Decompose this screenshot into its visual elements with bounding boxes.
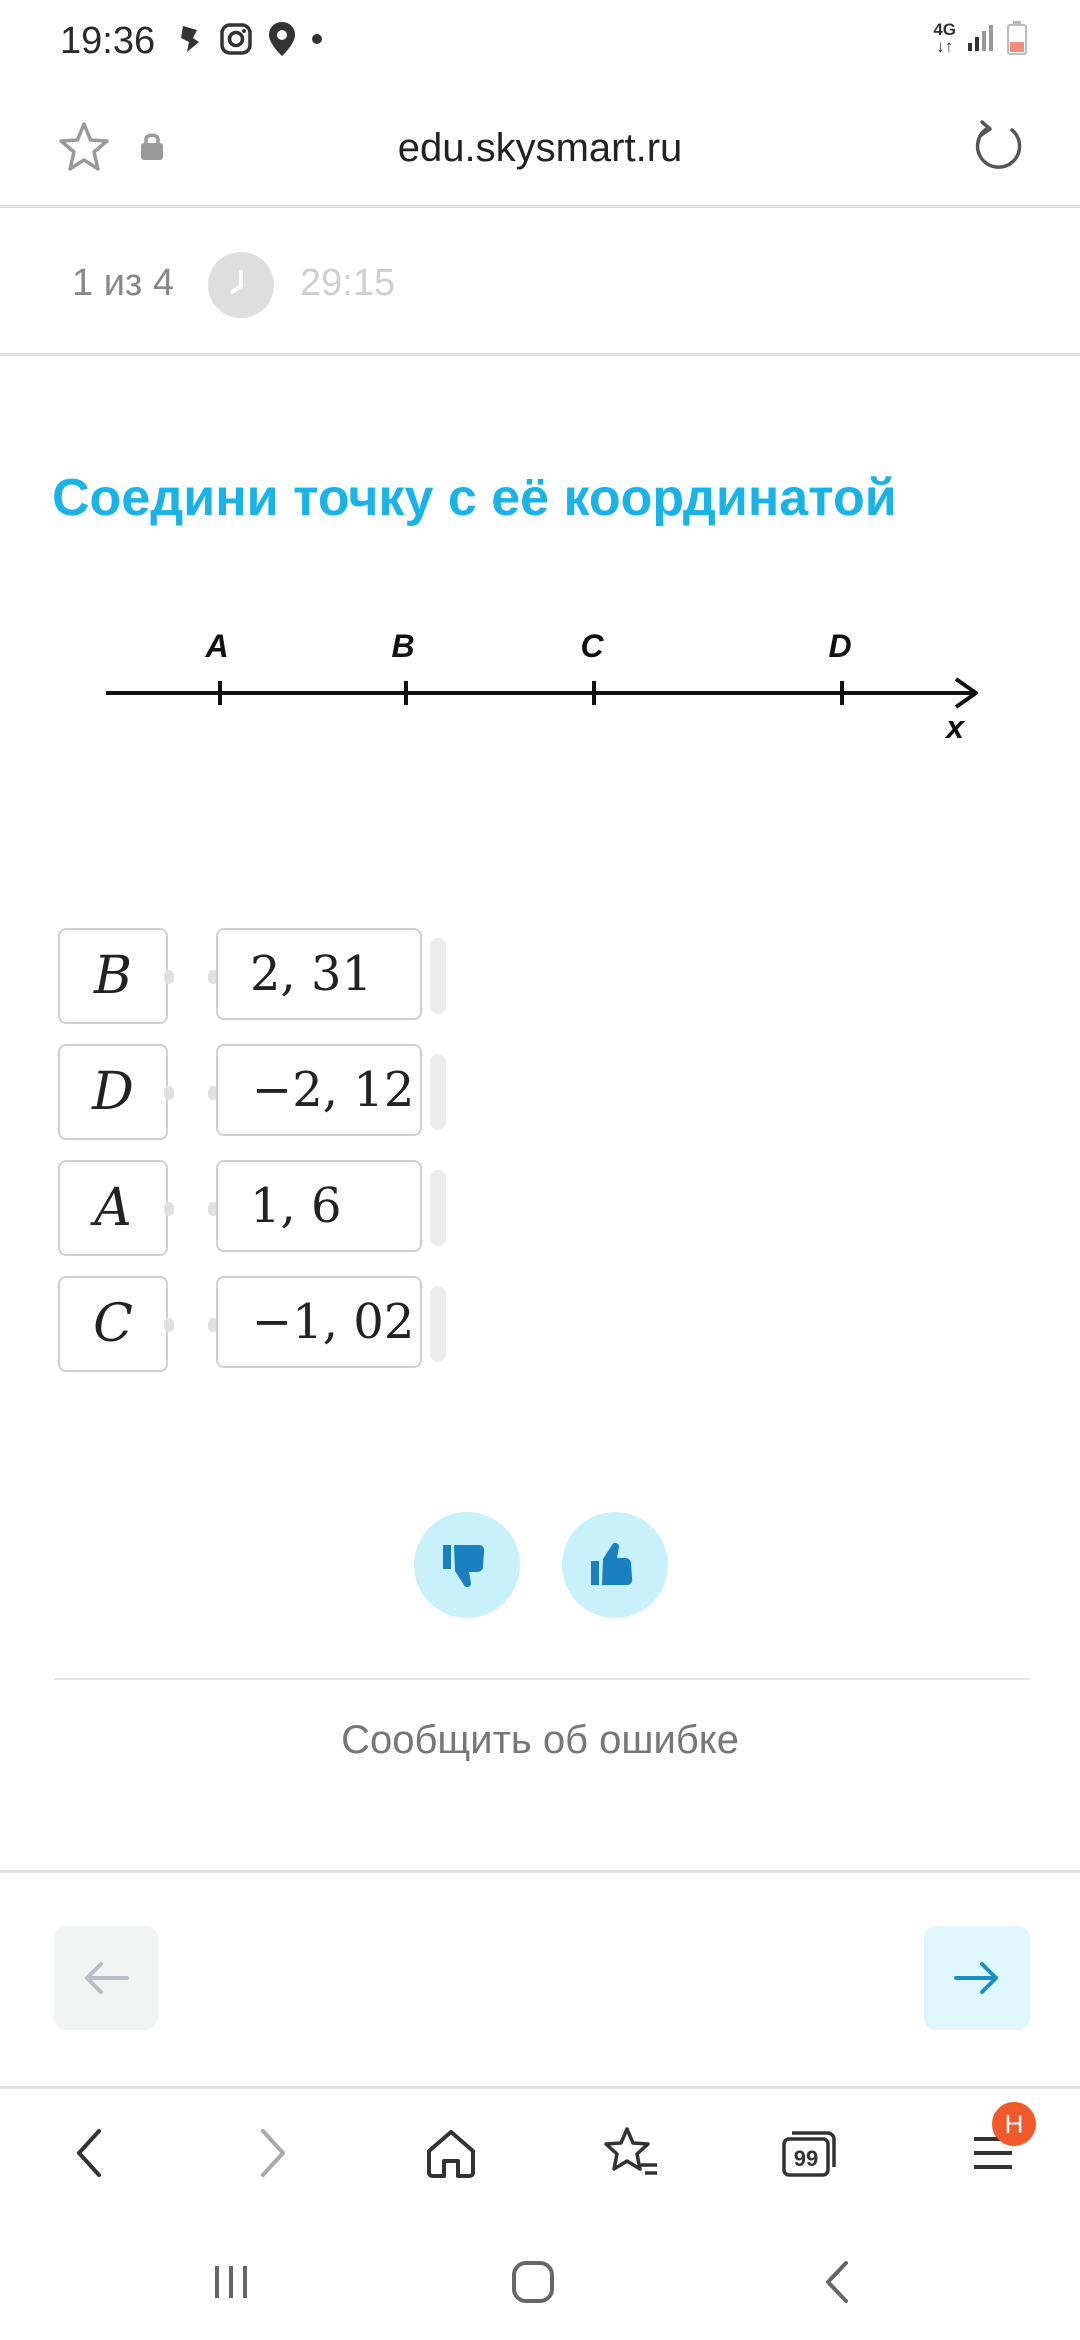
thumbs-down-icon — [439, 1537, 495, 1593]
status-bar — [0, 0, 1080, 84]
point-label-c: C — [580, 628, 604, 664]
bookmarks-icon — [601, 2125, 661, 2181]
match-row — [58, 1160, 458, 1260]
point-card[interactable]: D — [58, 1044, 168, 1140]
divider — [0, 1870, 1080, 1873]
location-icon — [267, 20, 297, 58]
bookmarks-button[interactable] — [596, 2118, 666, 2188]
prev-button[interactable] — [54, 1926, 158, 2030]
next-button[interactable] — [924, 1926, 1030, 2030]
thumbs-up-icon — [587, 1537, 643, 1593]
coordinate-card[interactable]: −1, 02 — [216, 1276, 422, 1368]
drag-handle[interactable] — [430, 1286, 446, 1362]
signal-icon — [966, 23, 996, 53]
connector-dot[interactable] — [164, 1202, 174, 1216]
network-type: 4G — [933, 20, 956, 39]
home-button[interactable] — [416, 2118, 486, 2188]
status-time: 19:36 — [60, 20, 156, 62]
point-label-d: D — [828, 628, 852, 664]
forward-icon — [253, 2125, 293, 2181]
task-counter: 1 из 4 — [72, 262, 175, 304]
data-arrows-icon: ↓↑ — [936, 37, 954, 56]
dislike-button[interactable] — [414, 1512, 520, 1618]
connector-dot[interactable] — [164, 1086, 174, 1100]
dot-icon — [311, 33, 323, 45]
coordinate-card[interactable]: −2, 12 — [216, 1044, 422, 1136]
task-title: Соедини точку с её координатой — [52, 469, 897, 527]
back-nav-icon — [820, 2257, 854, 2307]
system-status-icons — [933, 20, 1028, 56]
forward-button[interactable] — [238, 2118, 308, 2188]
home-nav-button[interactable] — [498, 2252, 568, 2312]
home-square-icon — [508, 2257, 558, 2307]
divider — [54, 1678, 1030, 1680]
back-nav-button[interactable] — [802, 2252, 872, 2312]
connector-dot[interactable] — [164, 1318, 174, 1332]
point-card[interactable]: C — [58, 1276, 168, 1372]
home-icon — [424, 2127, 478, 2179]
url-text[interactable]: edu.skysmart.ru — [397, 126, 683, 170]
menu-button[interactable] — [958, 2108, 1028, 2188]
tabs-button[interactable] — [774, 2118, 844, 2188]
recent-apps-button[interactable] — [196, 2252, 266, 2312]
arrow-right-icon — [952, 1958, 1002, 1998]
notification-badge: Н — [992, 2102, 1036, 2146]
refresh-icon[interactable] — [970, 118, 1026, 174]
battery-icon — [1006, 20, 1028, 56]
like-button[interactable] — [562, 1512, 668, 1618]
drag-handle[interactable] — [430, 1170, 446, 1246]
coordinate-card[interactable]: 2, 31 — [216, 928, 422, 1020]
system-navigation-bar — [0, 2230, 1080, 2340]
notification-icons — [175, 20, 323, 58]
drag-handle[interactable] — [430, 938, 446, 1014]
drag-handle[interactable] — [430, 1054, 446, 1130]
clock-icon — [208, 252, 274, 318]
number-line — [100, 615, 1000, 755]
instagram-icon — [219, 22, 253, 56]
coordinate-card[interactable]: 1, 6 — [216, 1160, 422, 1252]
browser-toolbar — [0, 2090, 1080, 2210]
app-notification-icon — [175, 22, 205, 56]
connector-dot[interactable] — [164, 970, 174, 984]
task-timer: 29:15 — [300, 262, 396, 304]
task-progress — [0, 210, 1080, 356]
point-card[interactable]: A — [58, 1160, 168, 1256]
report-error-link[interactable]: Сообщить об ошибке — [341, 1718, 739, 1762]
match-row — [58, 928, 458, 1028]
back-button[interactable] — [54, 2118, 124, 2188]
point-label-b: B — [391, 628, 415, 664]
divider — [0, 2086, 1080, 2089]
point-card[interactable]: B — [58, 928, 168, 1024]
back-icon — [69, 2125, 109, 2181]
match-row — [58, 1044, 458, 1144]
tabs-count: 99 — [793, 2146, 819, 2171]
match-row — [58, 1276, 458, 1376]
recent-apps-icon — [209, 2260, 253, 2304]
network-indicator — [933, 21, 956, 55]
point-label-a: A — [205, 628, 229, 664]
axis-label-x: x — [946, 709, 964, 745]
tabs-icon — [780, 2127, 838, 2179]
url-bar — [0, 84, 1080, 208]
arrow-left-icon — [81, 1958, 131, 1998]
